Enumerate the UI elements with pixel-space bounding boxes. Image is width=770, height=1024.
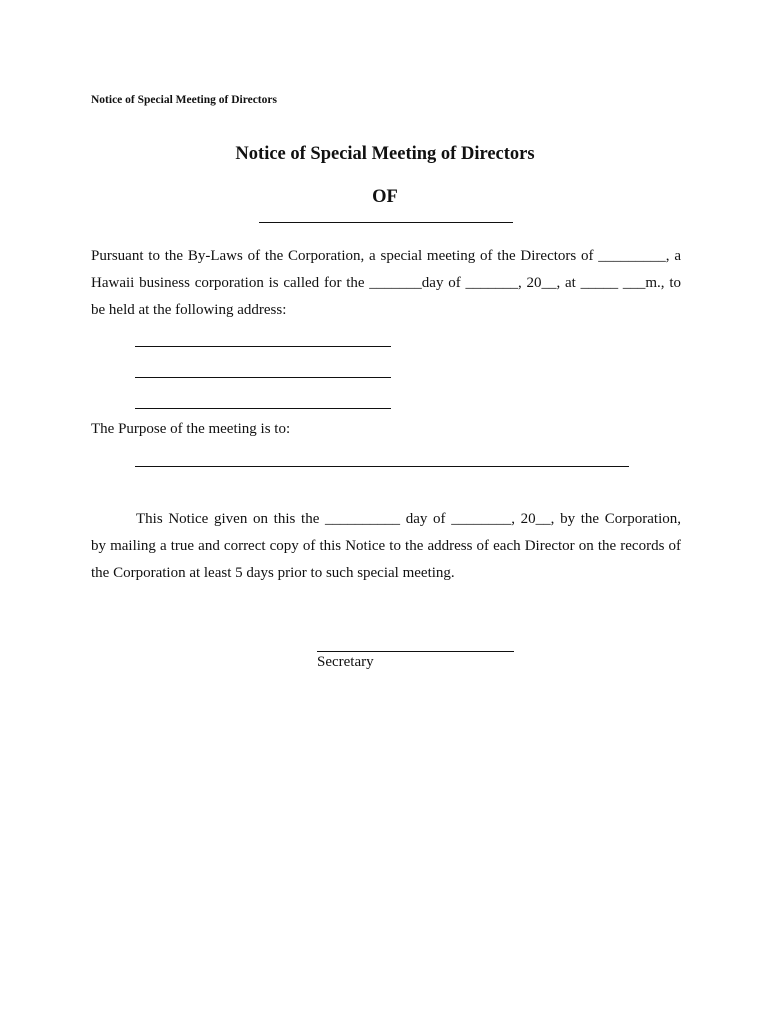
secretary-label: Secretary [317,654,374,670]
meeting-paragraph [91,243,681,324]
meeting-paragraph-line-3: be held at the following address: [91,302,287,318]
running-header: Notice of Special Meeting of Directors [91,94,277,106]
address-line-1 [135,346,391,347]
purpose-line [135,466,629,467]
purpose-label: The Purpose of the meeting is to: [91,421,291,437]
corporation-name-line [259,222,513,223]
meeting-paragraph-line-2: Hawaii business corporation is called for the _______day of _______, 20__, at _____ ___m., to [91,275,681,291]
notice-paragraph-line-3: the Corporation at least 5 days prior to such special meeting. [91,565,455,581]
signature-line [317,651,514,652]
notice-paragraph-line-1: This Notice given on this the __________ day of ________, 20__, by the Corporation, [136,511,681,527]
of-label: OF [372,187,398,207]
address-line-3 [135,408,391,409]
notice-paragraph-line-2: by mailing a true and correct copy of this Notice to the address of each Director on the records of [91,538,681,554]
address-line-2 [135,377,391,378]
meeting-paragraph-line-1: Pursuant to the By-Laws of the Corporation, a special meeting of the Directors of _________, a [91,248,681,264]
notice-paragraph [91,506,681,587]
document-title: Notice of Special Meeting of Directors [235,144,535,164]
